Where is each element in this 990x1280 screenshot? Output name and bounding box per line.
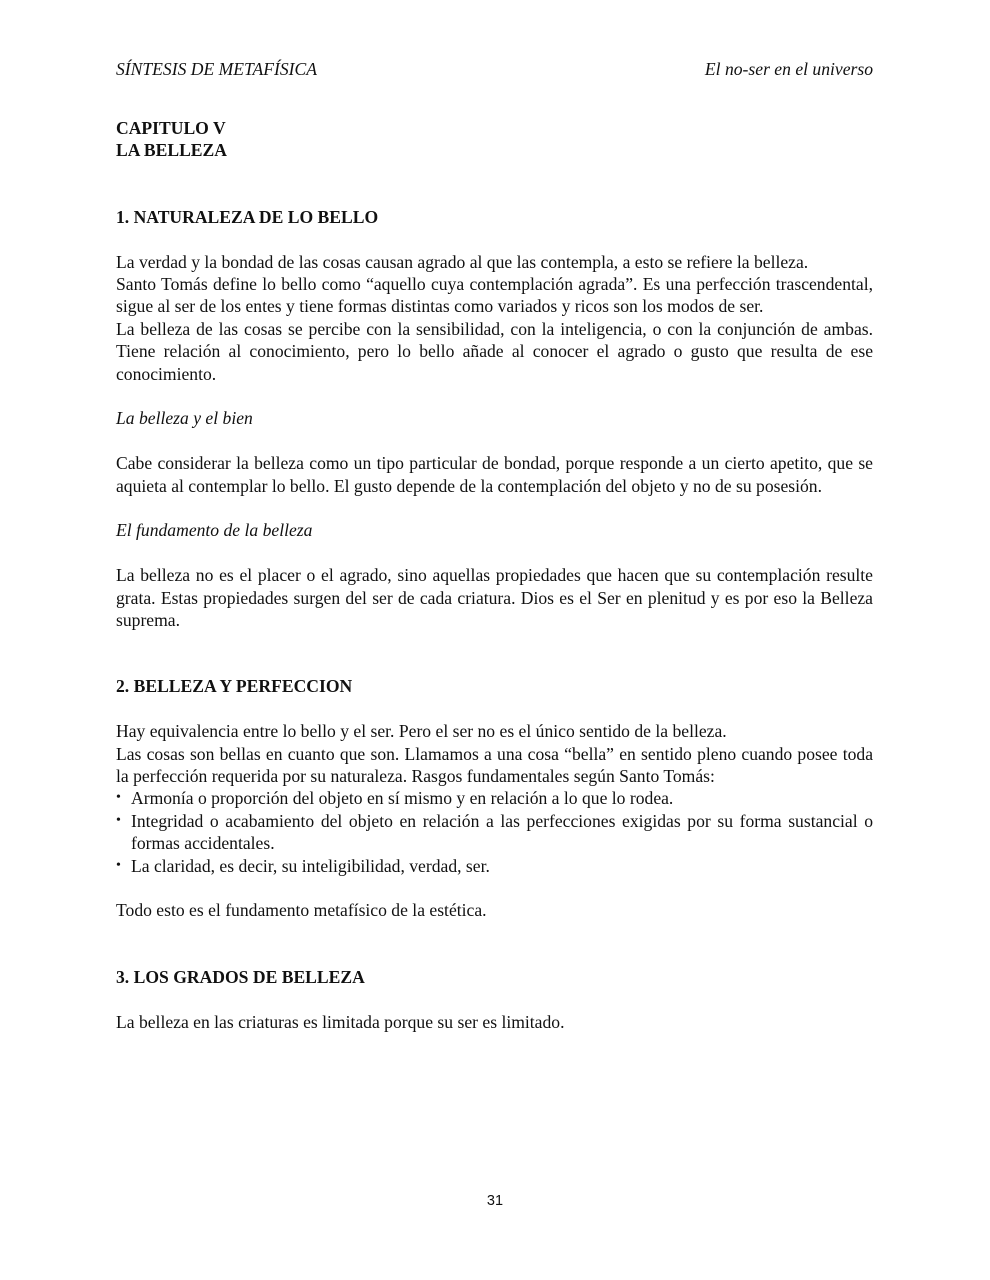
chapter-number: CAPITULO V	[116, 118, 226, 138]
bullet-icon: •	[116, 790, 121, 806]
chapter-title: LA BELLEZA	[116, 140, 227, 161]
subsection-belleza-bien-text: Cabe considerar la belleza como un tipo particular de bondad, porque responde a un cierto apetito, que se aquieta al contemplar lo bello. El gusto depende de la contemplación del objeto y no de su posesión.	[116, 453, 873, 496]
section-1-paragraph-1: La verdad y la bondad de las cosas causan agrado al que las contempla, a esto se refiere la belleza.	[116, 251, 809, 272]
page-number: 31	[486, 1193, 504, 1209]
subsection-fundamento-text: La belleza no es el placer o el agrado, sino aquellas propiedades que hacen que su contemplación resulte grata. Estas propiedades surgen del ser de cada criatura. Dios es el Ser en plenitud y es por eso la Belleza suprema.	[116, 565, 873, 631]
header-chapter-title: El no-ser en el universo	[704, 59, 873, 79]
bullet-icon: •	[116, 812, 121, 828]
section-2-closing: Todo esto es el fundamento metafísico de la estética.	[116, 900, 487, 921]
section-1-body	[116, 251, 873, 385]
header-book-title: SÍNTESIS DE METAFÍSICA	[116, 59, 317, 79]
section-1-paragraph-3: La belleza de las cosas se percibe con la sensibilidad, con la inteligencia, o con la conjunción de ambas. Tiene relación al conocimiento, pero lo bello añade al conocer el agrado o gusto que resulta de ese conocimiento.	[116, 318, 873, 384]
section-2-paragraph-1: Hay equivalencia entre lo bello y el ser. Pero el ser no es el único sentido de la belleza.	[116, 721, 727, 742]
bullet-text: Armonía o proporción del objeto en sí mismo y en relación a lo que lo rodea.	[131, 788, 674, 809]
bullet-item	[116, 787, 873, 809]
bullet-item	[116, 855, 873, 877]
section-1-paragraph-2: Santo Tomás define lo bello como “aquello cuya contemplación agrada”. Es una perfección trascendental, sigue al ser de los entes y tiene formas distintas como variados y ricos son los modos de ser.	[116, 274, 873, 317]
section-2-body	[116, 720, 873, 877]
section-3-paragraph: La belleza en las criaturas es limitada porque su ser es limitado.	[116, 1011, 565, 1032]
section-2-heading: 2. BELLEZA Y PERFECCION	[116, 676, 353, 697]
section-1-heading: 1. NATURALEZA DE LO BELLO	[116, 206, 379, 227]
bullet-item	[116, 810, 873, 855]
bullet-list	[116, 787, 873, 877]
subheading-belleza-bien: La belleza y el bien	[116, 408, 253, 429]
section-3-heading: 3. LOS GRADOS DE BELLEZA	[116, 966, 365, 987]
subheading-fundamento: El fundamento de la belleza	[116, 520, 313, 541]
bullet-text: Integridad o acabamiento del objeto en relación a las perfecciones exigidas por su forma sustancial o formas accidentales.	[131, 810, 873, 854]
document-page	[116, 57, 873, 1033]
section-2-paragraph-2: Las cosas son bellas en cuanto que son. Llamamos a una cosa “bella” en sentido pleno cuando posee toda la perfección requerida por su naturaleza. Rasgos fundamentales según Santo Tomás:	[116, 743, 873, 787]
bullet-icon: •	[116, 857, 121, 873]
running-header	[116, 57, 873, 81]
bullet-text: La claridad, es decir, su inteligibilidad, verdad, ser.	[131, 855, 490, 876]
chapter-heading	[116, 117, 873, 162]
